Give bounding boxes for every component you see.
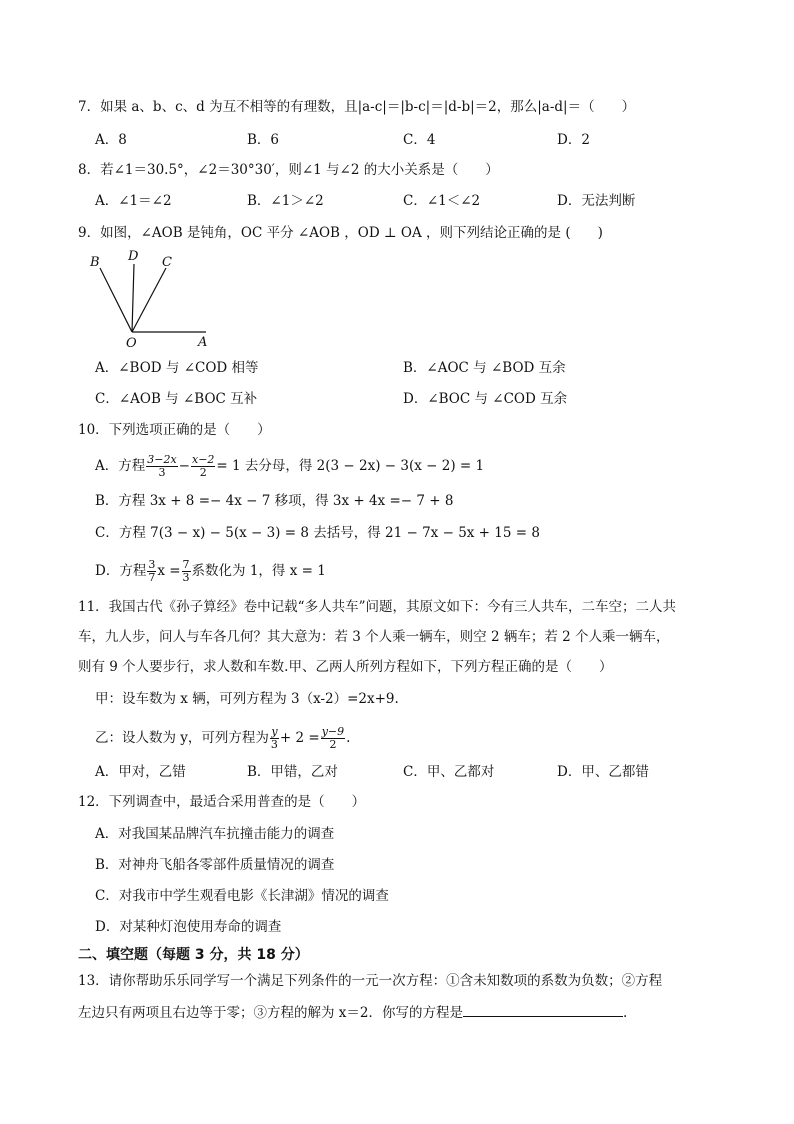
q10d-fraction-1: $\frac{3}{7}$ bbox=[148, 558, 156, 584]
q10-option-d: D．方程 $\frac{3}{7}$ x = $\frac{7}{3}$ 系数化为 1，得 x = 1 bbox=[95, 558, 326, 584]
q12-option-b: B．对神舟飞船各零部件质量情况的调查 bbox=[95, 857, 335, 873]
label-b: B bbox=[90, 255, 100, 270]
q11-yi-fraction-2: $\frac{y-9}{2}$ bbox=[321, 725, 345, 751]
q11-option-d: D．甲、乙都错 bbox=[557, 764, 649, 780]
q10d-prefix: D．方程 bbox=[95, 563, 147, 579]
ray-od bbox=[132, 264, 134, 332]
q11-option-c: C．甲、乙都对 bbox=[403, 764, 495, 780]
q10-stem: 10．下列选项正确的是（ ） bbox=[78, 422, 271, 438]
q10d-fraction-2: $\frac{7}{3}$ bbox=[182, 558, 190, 584]
q10-option-c: C．方程 7(3 − x) − 5(x − 3) = 8 去括号，得 21 − 7x − 5x + 15 = 8 bbox=[95, 525, 540, 541]
q9-option-c: C．∠AOB 与 ∠BOC 互补 bbox=[95, 391, 258, 407]
ray-ob bbox=[100, 268, 132, 332]
label-c: C bbox=[162, 255, 172, 270]
q12-stem: 12．下列调查中，最适合采用普查的是（ ） bbox=[78, 794, 366, 810]
angle-figure bbox=[86, 248, 220, 348]
q11-option-b: B．甲错，乙对 bbox=[247, 764, 338, 780]
q11-line-3: 则有 9 个人要步行，求人数和车数.甲、乙两人所列方程如下，下列方程正确的是（ ） bbox=[78, 659, 613, 675]
q11-line-2: 车，九人步，问人与车各几何？其大意为：若 3 个人乘一辆车，则空 2 辆车；若 2 个人乘一辆车， bbox=[78, 629, 670, 645]
q13-line-2: 左边只有两项且右边等于零；③方程的解为 x＝2．你写的方程是 . bbox=[78, 1002, 627, 1022]
answer-blank[interactable] bbox=[463, 1002, 623, 1017]
q11-option-a: A．甲对，乙错 bbox=[95, 764, 186, 780]
q13-line-1: 13．请你帮助乐乐同学写一个满足下列条件的一元一次方程：①含未知数项的系数为负数；②方程 bbox=[78, 973, 663, 989]
q10a-fraction-2: $\frac{x-2}{2}$ bbox=[191, 453, 215, 479]
q11-line-1: 11．我国古代《孙子算经》卷中记载“多人共车”问题，其原文如下：今有三人共车，二车空；二人共 bbox=[78, 599, 676, 615]
q9-option-a: A．∠BOD 与 ∠COD 相等 bbox=[95, 360, 259, 376]
q7-stem: 7．如果 a、b、c、d 为互不相等的有理数，且|a-c|＝|b-c|＝|d-b|＝2，那么|a-d|＝（ ） bbox=[78, 99, 636, 115]
q8-option-c: C．∠1＜∠2 bbox=[403, 193, 481, 209]
ray-oc bbox=[132, 268, 166, 332]
label-a: A bbox=[198, 335, 208, 348]
q7-option-a: A．8 bbox=[95, 132, 127, 148]
q11-yi: 乙：设人数为 y，可列方程为 $\frac{y}{3}$ + 2 = $\frac{y-9}{2}$ . bbox=[95, 725, 351, 751]
q12-option-d: D．对某种灯泡使用寿命的调查 bbox=[95, 919, 282, 935]
q7-option-c: C．4 bbox=[403, 132, 436, 148]
q7-option-b: B．6 bbox=[247, 132, 280, 148]
q10a-fraction-1: $\frac{3-2x}{3}$ bbox=[147, 453, 177, 479]
q10-option-a: A．方程 $\frac{3-2x}{3}$ − $\frac{x-2}{2}$ = 1 去分母，得 2(3 − 2x) − 3(x − 2) = 1 bbox=[95, 453, 485, 479]
q7-option-d: D．2 bbox=[557, 132, 590, 148]
q12-option-a: A．对我国某品牌汽车抗撞击能力的调查 bbox=[95, 826, 335, 842]
label-d: D bbox=[128, 249, 139, 264]
q8-option-b: B．∠1＞∠2 bbox=[247, 193, 324, 209]
q11-yi-fraction-1: $\frac{y}{3}$ bbox=[270, 725, 278, 751]
q8-option-d: D．无法判断 bbox=[557, 193, 636, 209]
q10a-prefix: A．方程 bbox=[95, 458, 146, 474]
q8-option-a: A．∠1＝∠2 bbox=[95, 193, 172, 209]
q11-jia: 甲：设车数为 x 辆，可列方程为 3（x-2）=2x+9. bbox=[95, 691, 399, 707]
q10-option-b: B．方程 3x + 8 =− 4x − 7 移项，得 3x + 4x =− 7 + 8 bbox=[95, 493, 454, 509]
q12-option-c: C．对我市中学生观看电影《长津湖》情况的调查 bbox=[95, 888, 389, 904]
q8-stem: 8．若∠1＝30.5°，∠2＝30°30′，则∠1 与∠2 的大小关系是（ ） bbox=[78, 162, 499, 178]
label-o: O bbox=[126, 336, 137, 348]
q9-option-d: D．∠BOC 与 ∠COD 互余 bbox=[403, 391, 568, 407]
section-heading: 二、填空题（每题 3 分，共 18 分） bbox=[78, 947, 309, 963]
q9-stem: 9．如图，∠AOB 是钝角，OC 平分 ∠AOB ，OD ⊥ OA ，则下列结论正确的是 ( ) bbox=[78, 225, 603, 241]
q9-option-b: B．∠AOC 与 ∠BOD 互余 bbox=[403, 360, 566, 376]
